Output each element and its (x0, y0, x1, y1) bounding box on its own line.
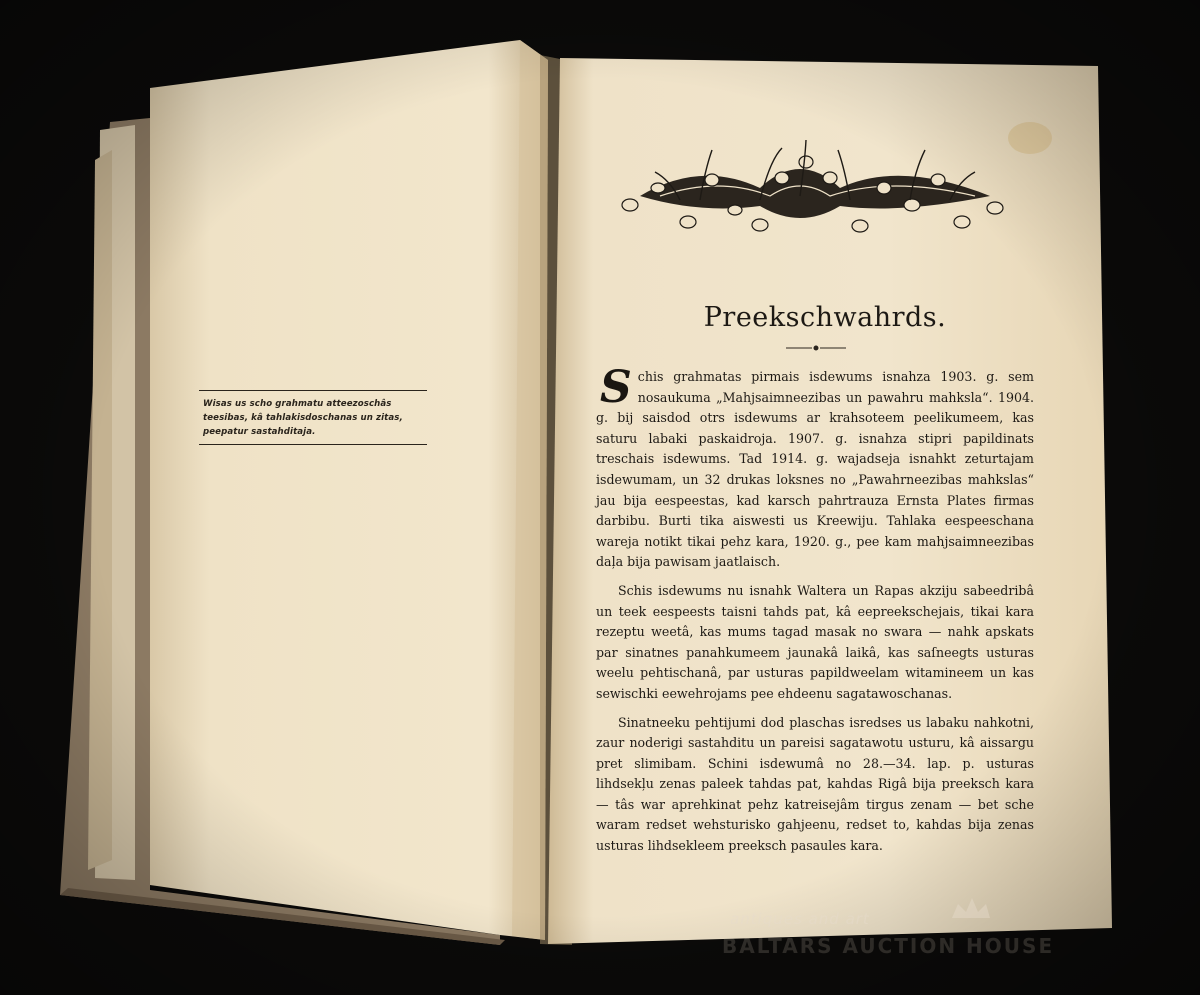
paragraph-3: Sinatneeku pehtijumi dod plaschas isredses us labaku nahkotni, zaur noderigi sastahditu un pareisi sagatawotu usturu, kâ aissargu pret slimibam. Schini isdewumâ no 28.—34. lap. p. usturas lihdsekļu zenas paleek tahdas pat, kahdas Rigâ bija preeksch kara — tâs war aprehkinat pehz katreisejâm tirgus zenam — bet sche waram redset wehsturisko gahjeenu, redset to, kahdas bija zenas usturas lihdsekleem preeksch pasaules kara. (596, 714, 1034, 854)
paragraph-2: Schis isdewums nu isnahk Waltera un Rapas akziju sabeedribâ un teek eespeests taisni tahds pat, kâ eepreekschejais, tikai kara rezeptu weetâ, kas mums tagad masak no swara — nahk apskats par sinatnes panahkumeem jaunakâ laikâ, kas saſneegts usturas weelu pehtischanâ, par usturas papildweelam witamineem un kas sewischki eewehrojams pee ehdeenu sagatawoschanas. (596, 582, 1034, 701)
preface-body (596, 362, 1034, 865)
watermark-brand: BALTARS AUCTION HOUSE (722, 934, 1055, 958)
drop-cap: S (600, 362, 632, 413)
page-title: Preekschwahrds. (703, 302, 947, 333)
copyright-notice: Wisas us scho grahmatu atteezoschâs teesibas, kâ tahlakisdoschanas un zitas, peepatur sastahditaja. (199, 390, 427, 445)
paragraph-1 (596, 362, 1034, 573)
paragraph-1-text: chis grahmatas pirmais isdewums isnahza 1903. g. sem nosaukuma „Mahjsaimneezibas un pawahru mahksla“. 1904. g. bij saisdod otrs isdewums ar krahsoteem peelikumeem, kas saturu labaki paskaidroja. 1907. g. isnahza stipri papildinats treschais isdewums. Tad 1914. g. wajadseja isnahkt zeturtajam isdewumam, un 32 drukas loksnes no „Pawahrneezibas mahkslas“ jau bija eespeestas, kad karsch pahrtrauza Ernsta Plates firmas darbibu. Burti tika aiswesti us Kreewiju. Tahlaka eespeeschana wareja notikt tikai pehz kara, 1920. g., pee kam mahjsaimneezibas daļa bija pawisam jaatlaisch. (596, 369, 1034, 570)
watermark-text: antiques and art (730, 910, 870, 928)
